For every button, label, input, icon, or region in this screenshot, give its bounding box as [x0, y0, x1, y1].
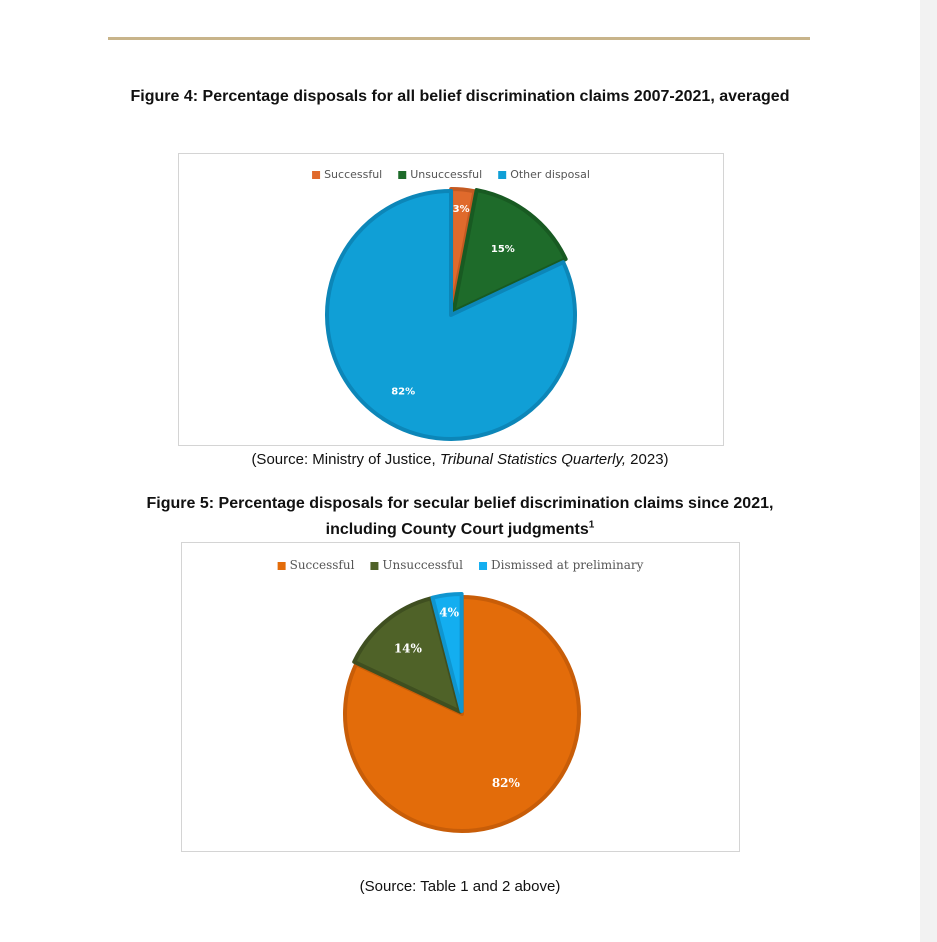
figure-5-source: (Source: Table 1 and 2 above) [359, 878, 561, 895]
figure-4-source-suffix: 2023) [626, 451, 669, 468]
data-label-0: 3% [452, 204, 470, 216]
figure-4-source-publication: Tribunal Statistics Quarterly, [439, 451, 626, 468]
data-label-1: 14% [393, 641, 422, 656]
figure-5-chart [181, 542, 740, 852]
figure-4-source [60, 451, 860, 468]
figure-5-title-line2-text: including County Court judgments [325, 521, 589, 538]
legend-label-1: Unsuccessful [410, 168, 483, 181]
data-label-2: 82% [391, 386, 416, 398]
figure-4-slices [327, 189, 575, 439]
legend-label-0: Successful [289, 558, 355, 572]
legend-swatch-1 [398, 171, 406, 179]
figure-5-legend [278, 558, 644, 572]
figure-4-pie-svg [179, 154, 723, 445]
legend-swatch-0 [312, 171, 320, 179]
legend-label-2: Dismissed at preliminary [491, 558, 644, 572]
legend-swatch-2 [479, 562, 487, 570]
legend-swatch-1 [370, 562, 378, 570]
figure-4-title: Figure 4: Percentage disposals for all belief discrimination claims 2007-2021, averaged [130, 88, 790, 105]
data-label-1: 15% [490, 244, 515, 256]
header-rule [108, 37, 810, 40]
figure-4-chart [178, 153, 724, 446]
legend-label-1: Unsuccessful [382, 558, 464, 572]
figure-4-source-prefix: (Source: Ministry of Justice, [251, 451, 440, 468]
legend-label-0: Successful [324, 168, 383, 181]
data-label-2: 4% [439, 605, 460, 620]
figure-5-title-line2 [60, 517, 860, 543]
legend-swatch-0 [278, 562, 286, 570]
figure-4-legend [312, 168, 590, 181]
figure-5-title-line1: Figure 5: Percentage disposals for secular belief discrimination claims since 2021, [146, 495, 774, 512]
data-label-0: 82% [491, 776, 520, 791]
figure-5-pie-svg [182, 543, 739, 851]
legend-swatch-2 [498, 171, 506, 179]
legend-label-2: Other disposal [510, 168, 590, 181]
footnote-marker[interactable]: 1 [588, 519, 595, 531]
figure-5-title [60, 491, 860, 543]
figure-5-slices [345, 594, 579, 831]
